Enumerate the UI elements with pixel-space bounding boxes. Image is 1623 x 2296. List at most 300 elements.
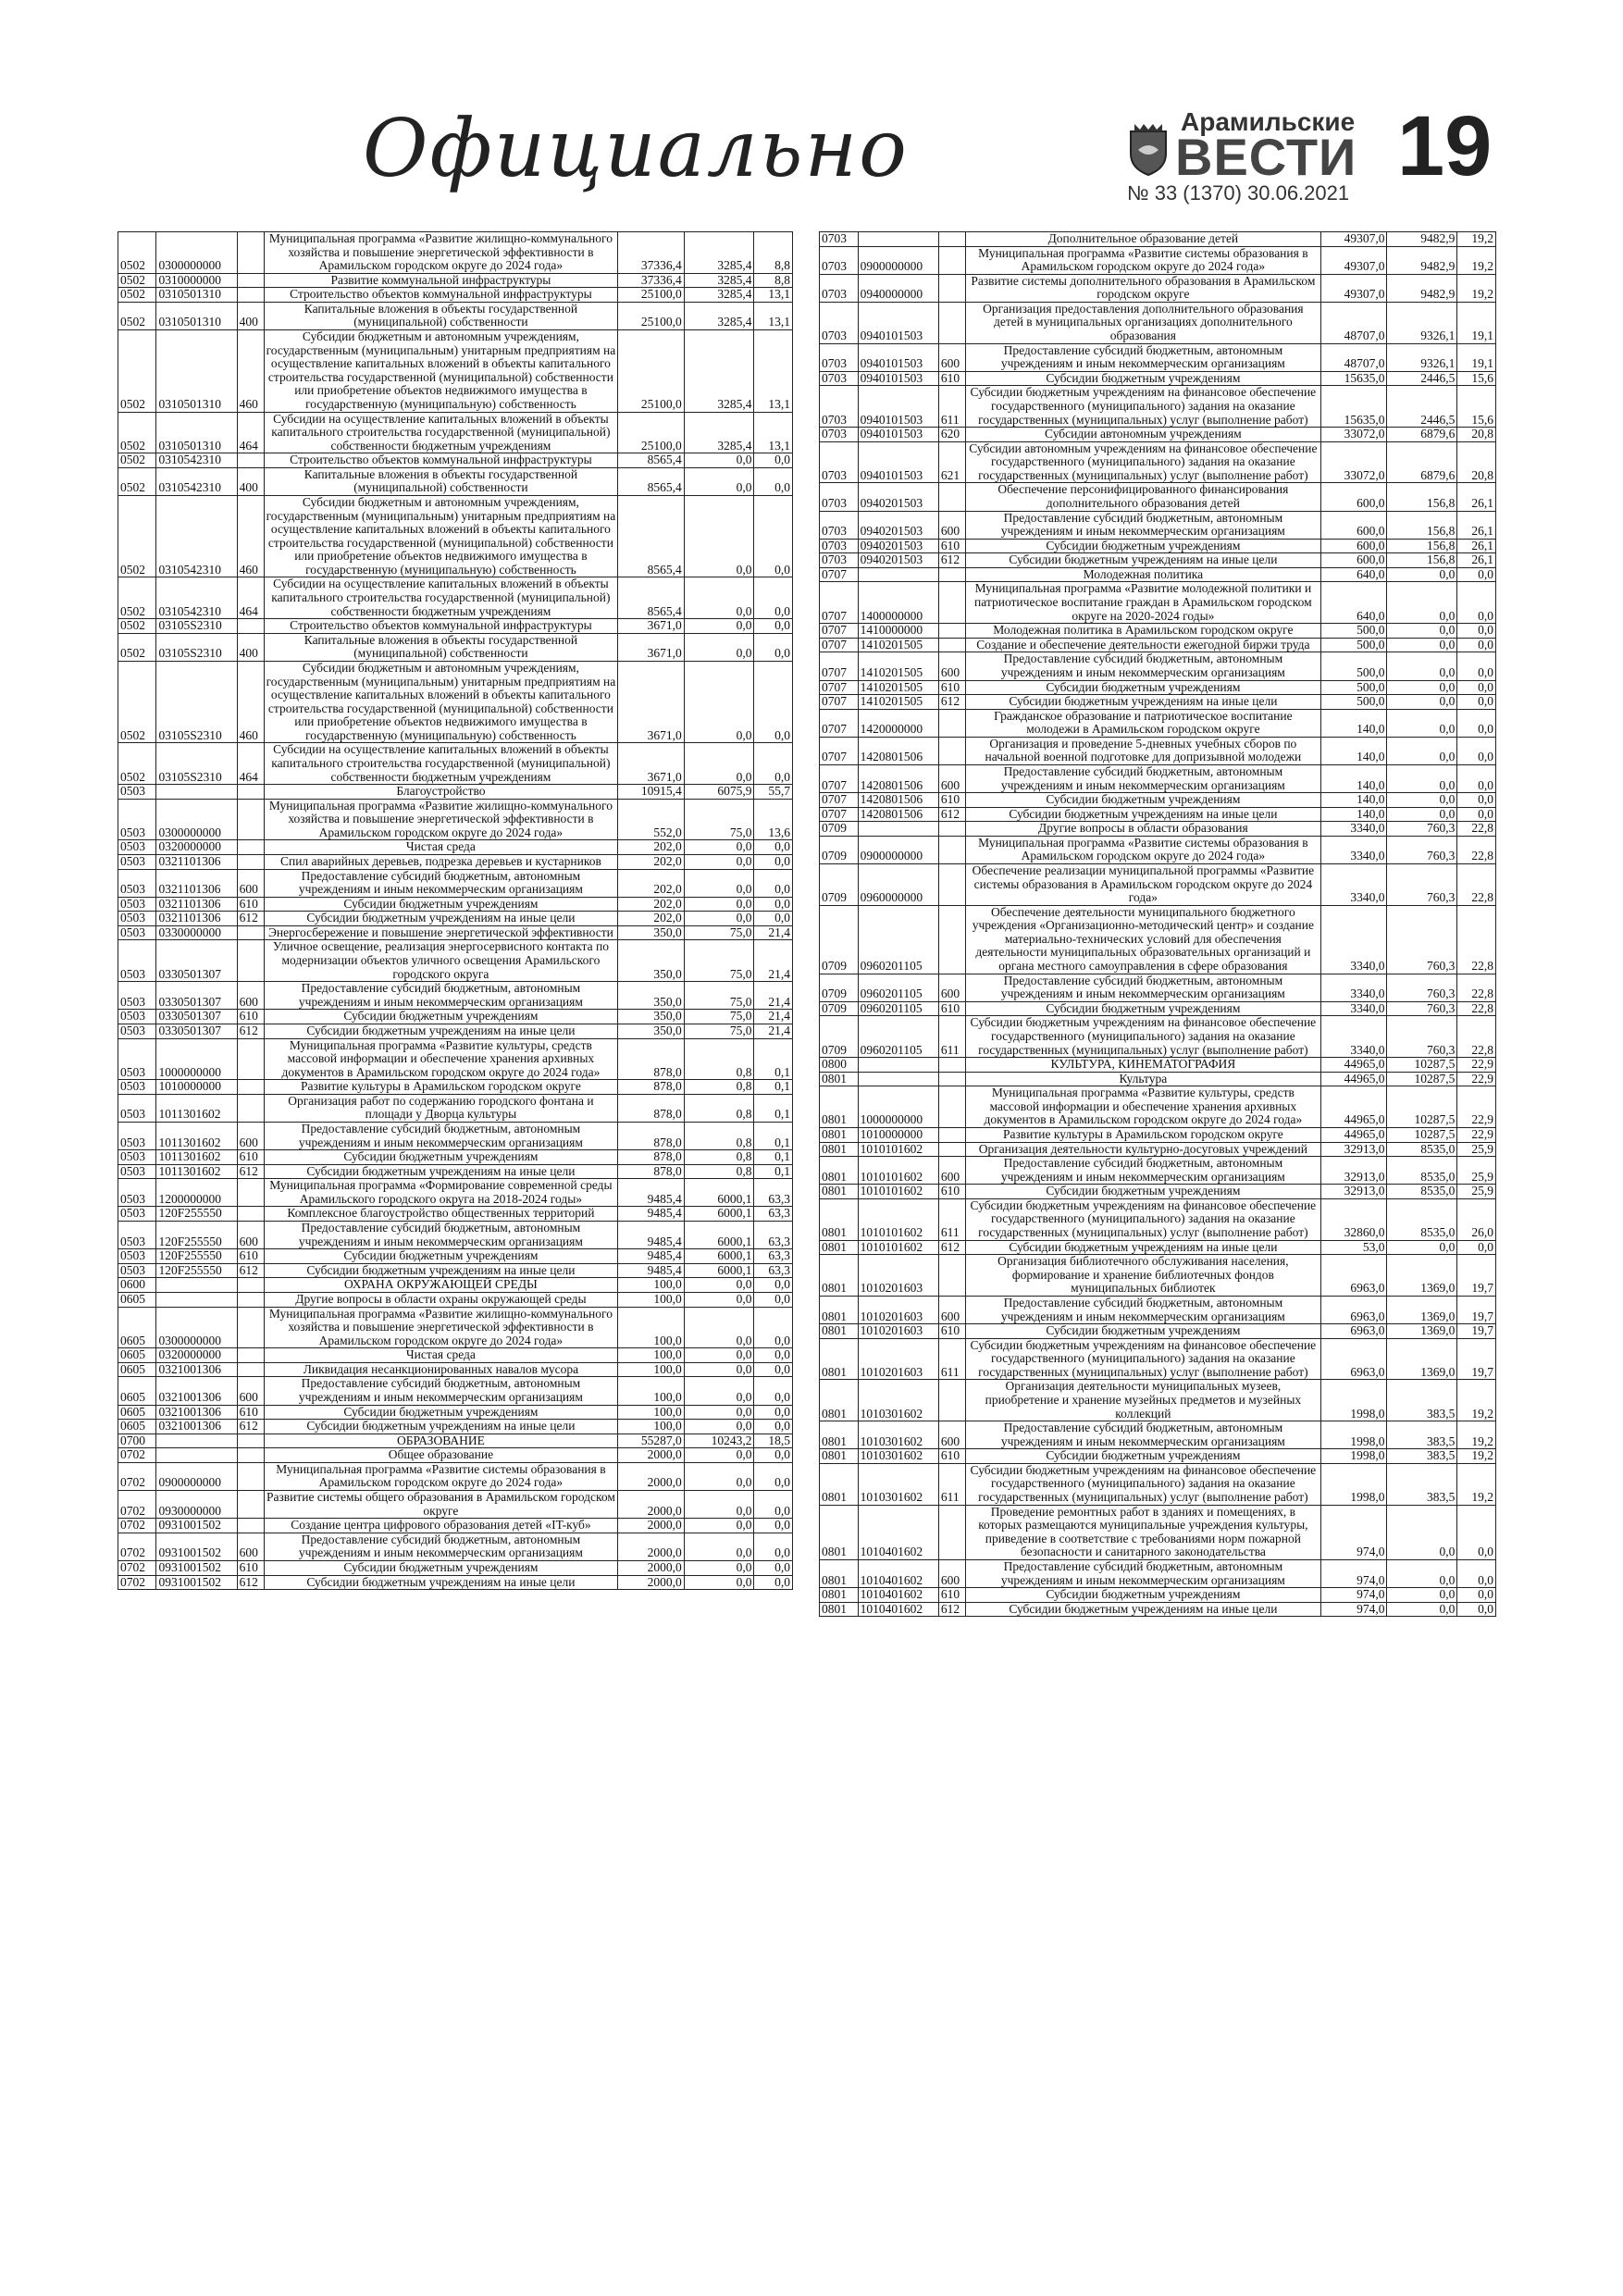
description-cell: Субсидии бюджетным учреждениям — [264, 897, 618, 912]
description-cell: ОХРАНА ОКРУЖАЮЩЕЙ СРЕДЫ — [264, 1278, 618, 1293]
percent-cell: 0,0 — [1457, 680, 1496, 695]
plan-amount-cell: 140,0 — [1320, 737, 1387, 764]
program-code-cell: 1200000000 — [156, 1179, 237, 1207]
description-cell: Субсидии бюджетным учреждениям на финансовое обеспечение государственного (муниципального) задания на оказание государственных (муниципальных) услуг (выполнение работ) — [966, 1016, 1321, 1058]
table-row — [820, 1142, 1496, 1157]
plan-amount-cell: 44965,0 — [1320, 1072, 1387, 1086]
description-cell: Субсидии бюджетным учреждениям — [966, 680, 1321, 695]
actual-amount-cell: 156,8 — [1387, 553, 1457, 568]
expense-type-cell — [237, 288, 264, 303]
plan-amount-cell: 3340,0 — [1320, 1001, 1387, 1016]
table-row — [118, 1533, 793, 1560]
expense-type-cell: 612 — [938, 807, 965, 822]
section-code-cell: 0707 — [820, 567, 859, 582]
section-code-cell: 0502 — [118, 661, 156, 742]
percent-cell: 63,3 — [754, 1222, 793, 1249]
section-code-cell: 0801 — [820, 1157, 859, 1185]
description-cell: Организация и проведение 5-дневных учебных сборов по начальной военной подготовке для допризывной молодежи — [966, 737, 1321, 764]
program-code-cell: 0310542310 — [156, 577, 237, 619]
plan-amount-cell: 32913,0 — [1320, 1157, 1387, 1185]
actual-amount-cell: 6000,1 — [684, 1179, 754, 1207]
actual-amount-cell: 10287,5 — [1387, 1128, 1457, 1143]
program-code-cell: 0900000000 — [156, 1462, 237, 1490]
program-code-cell: 1010101602 — [858, 1142, 938, 1157]
expense-type-cell — [938, 567, 965, 582]
percent-cell: 0,0 — [754, 743, 793, 785]
plan-amount-cell: 878,0 — [618, 1038, 685, 1080]
section-code-cell: 0801 — [820, 1463, 859, 1505]
plan-amount-cell: 9485,4 — [618, 1249, 685, 1264]
program-code-cell: 1420801506 — [858, 793, 938, 808]
description-cell: Субсидии бюджетным учреждениям — [264, 1405, 618, 1420]
description-cell: Создание центра цифрового образования детей «IT-куб» — [264, 1519, 618, 1533]
plan-amount-cell: 3671,0 — [618, 661, 685, 742]
section-code-cell: 0707 — [820, 709, 859, 737]
table-row — [820, 695, 1496, 710]
actual-amount-cell: 10287,5 — [1387, 1058, 1457, 1073]
table-row — [118, 1420, 793, 1434]
percent-cell: 0,0 — [754, 869, 793, 897]
description-cell: Субсидии бюджетным учреждениям на иные цели — [966, 1602, 1321, 1617]
plan-amount-cell: 3340,0 — [1320, 905, 1387, 974]
actual-amount-cell: 0,0 — [1387, 793, 1457, 808]
program-code-cell: 0321101306 — [156, 912, 237, 926]
expense-type-cell — [938, 582, 965, 624]
program-code-cell — [858, 567, 938, 582]
description-cell: Субсидии бюджетным учреждениям — [966, 1324, 1321, 1339]
table-row — [820, 274, 1496, 302]
actual-amount-cell: 0,0 — [684, 743, 754, 785]
section-code-cell: 0801 — [820, 1142, 859, 1157]
table-row — [820, 864, 1496, 906]
program-code-cell: 0321101306 — [156, 869, 237, 897]
section-code-cell: 0700 — [118, 1433, 156, 1448]
section-code-cell: 0703 — [820, 428, 859, 442]
table-row — [118, 1560, 793, 1575]
actual-amount-cell: 156,8 — [1387, 539, 1457, 553]
program-code-cell: 0330501307 — [156, 982, 237, 1010]
actual-amount-cell: 760,3 — [1387, 1001, 1457, 1016]
expense-type-cell — [237, 1448, 264, 1463]
expense-type-cell: 610 — [237, 1405, 264, 1420]
description-cell: Предоставление субсидий бюджетным, автономным учреждениям и иным некоммерческим организациям — [966, 511, 1321, 539]
percent-cell: 0,0 — [1457, 567, 1496, 582]
table-row — [118, 273, 793, 288]
program-code-cell: 1410000000 — [858, 624, 938, 639]
program-code-cell: 0310501310 — [156, 288, 237, 303]
plan-amount-cell: 25100,0 — [618, 302, 685, 329]
plan-amount-cell: 100,0 — [618, 1292, 685, 1307]
program-code-cell: 0931001502 — [156, 1533, 237, 1560]
table-row — [118, 925, 793, 940]
description-cell: КУЛЬТУРА, КИНЕМАТОГРАФИЯ — [966, 1058, 1321, 1073]
expense-type-cell — [237, 1491, 264, 1519]
table-row — [820, 371, 1496, 386]
percent-cell: 20,8 — [1457, 441, 1496, 483]
actual-amount-cell: 9482,9 — [1387, 246, 1457, 274]
program-code-cell: 1011301602 — [156, 1150, 237, 1165]
actual-amount-cell: 0,8 — [684, 1150, 754, 1165]
section-code-cell: 0605 — [118, 1362, 156, 1377]
expense-type-cell — [938, 1128, 965, 1143]
description-cell: Субсидии бюджетным учреждениям на финансовое обеспечение государственного (муниципального) задания на оказание государственных (муниципальных) услуг (выполнение работ) — [966, 1198, 1321, 1240]
actual-amount-cell: 3285,4 — [684, 288, 754, 303]
actual-amount-cell: 0,0 — [684, 840, 754, 855]
table-row — [118, 302, 793, 329]
table-row — [118, 1249, 793, 1264]
actual-amount-cell: 6000,1 — [684, 1222, 754, 1249]
actual-amount-cell: 3285,4 — [684, 273, 754, 288]
section-code-cell: 0502 — [118, 288, 156, 303]
actual-amount-cell: 9482,9 — [1387, 274, 1457, 302]
section-code-cell: 0502 — [118, 619, 156, 634]
expense-type-cell: 600 — [938, 1157, 965, 1185]
coat-of-arms-icon — [1127, 122, 1170, 176]
actual-amount-cell: 9482,9 — [1387, 232, 1457, 247]
expense-type-cell — [237, 940, 264, 982]
expense-type-cell — [938, 624, 965, 639]
plan-amount-cell: 1998,0 — [1320, 1449, 1387, 1464]
percent-cell: 0,0 — [754, 1348, 793, 1363]
expense-type-cell: 611 — [938, 1338, 965, 1380]
plan-amount-cell: 202,0 — [618, 912, 685, 926]
program-code-cell: 0900000000 — [858, 836, 938, 863]
percent-cell: 13,1 — [754, 330, 793, 412]
section-code-cell: 0502 — [118, 412, 156, 453]
table-row — [820, 232, 1496, 247]
plan-amount-cell: 140,0 — [1320, 793, 1387, 808]
section-code-cell: 0503 — [118, 1207, 156, 1222]
percent-cell: 0,1 — [754, 1123, 793, 1150]
description-cell: Субсидии бюджетным и автономным учреждениям, государственным (муниципальным) унитарным предприятиям на осуществление капитальных вложений в объекты капитального строительства государственной (муниципальной) собственности или приобретение объектов недвижимого имущества в государственную (муниципальную) собственность — [264, 495, 618, 577]
expense-type-cell — [237, 619, 264, 634]
program-code-cell: 120F255550 — [156, 1263, 237, 1278]
expense-type-cell: 610 — [237, 1010, 264, 1024]
plan-amount-cell: 44965,0 — [1320, 1086, 1387, 1128]
description-cell: Муниципальная программа «Формирование современной среды Арамильского городского округа на 2018-2024 годы» — [264, 1179, 618, 1207]
expense-type-cell — [237, 1433, 264, 1448]
description-cell: Муниципальная программа «Развитие жилищно-коммунального хозяйства и повышение энергетической эффективности в Арамильском городском округе до 2024 года» — [264, 232, 618, 274]
table-row — [820, 246, 1496, 274]
program-code-cell: 1010000000 — [858, 1128, 938, 1143]
program-code-cell: 120F255550 — [156, 1222, 237, 1249]
description-cell: Субсидии бюджетным учреждениям на иные цели — [264, 1420, 618, 1434]
description-cell: Субсидии бюджетным учреждениям на иные цели — [966, 1240, 1321, 1255]
table-row — [118, 1278, 793, 1293]
plan-amount-cell: 44965,0 — [1320, 1128, 1387, 1143]
percent-cell: 13,1 — [754, 302, 793, 329]
percent-cell: 0,0 — [1457, 652, 1496, 680]
description-cell: Гражданское образование и патриотическое воспитание молодежи в Арамильском городском округе — [966, 709, 1321, 737]
expense-type-cell: 612 — [938, 695, 965, 710]
description-cell: Предоставление субсидий бюджетным, автономным учреждениям и иным некоммерческим организациям — [264, 982, 618, 1010]
description-cell: Субсидии бюджетным учреждениям — [264, 1150, 618, 1165]
table-row — [118, 1292, 793, 1307]
section-code-cell: 0703 — [820, 274, 859, 302]
expense-type-cell: 612 — [237, 1263, 264, 1278]
plan-amount-cell: 202,0 — [618, 869, 685, 897]
program-code-cell: 0330501307 — [156, 1024, 237, 1038]
expense-type-cell — [938, 246, 965, 274]
program-code-cell: 0330501307 — [156, 940, 237, 982]
program-code-cell: 1420000000 — [858, 709, 938, 737]
expense-type-cell — [938, 836, 965, 863]
description-cell: Другие вопросы в области образования — [966, 822, 1321, 837]
section-code-cell: 0605 — [118, 1307, 156, 1348]
program-code-cell: 03105S2310 — [156, 661, 237, 742]
program-code-cell: 1010101602 — [858, 1157, 938, 1185]
table-row — [820, 553, 1496, 568]
program-code-cell: 0940101503 — [858, 428, 938, 442]
plan-amount-cell: 10915,4 — [618, 785, 685, 800]
table-row — [820, 428, 1496, 442]
plan-amount-cell: 500,0 — [1320, 695, 1387, 710]
table-row — [820, 483, 1496, 511]
actual-amount-cell: 2446,5 — [1387, 371, 1457, 386]
actual-amount-cell: 760,3 — [1387, 1016, 1457, 1058]
budget-table-left — [118, 231, 793, 1590]
expense-type-cell: 610 — [938, 1185, 965, 1199]
plan-amount-cell: 15635,0 — [1320, 371, 1387, 386]
program-code-cell: 120F255550 — [156, 1249, 237, 1264]
expense-type-cell: 600 — [237, 1533, 264, 1560]
program-code-cell: 1420801506 — [858, 807, 938, 822]
section-code-cell: 0707 — [820, 652, 859, 680]
percent-cell: 0,0 — [754, 1278, 793, 1293]
actual-amount-cell: 0,0 — [1387, 638, 1457, 652]
plan-amount-cell: 2000,0 — [618, 1575, 685, 1590]
description-cell: Строительство объектов коммунальной инфраструктуры — [264, 288, 618, 303]
description-cell: Организация деятельности муниципальных музеев, приобретение и хранение музейных предметов и музейных коллекций — [966, 1380, 1321, 1421]
table-row — [820, 1058, 1496, 1073]
program-code-cell — [858, 1072, 938, 1086]
description-cell: Предоставление субсидий бюджетным, автономным учреждениям и иным некоммерческим организациям — [966, 1421, 1321, 1449]
plan-amount-cell: 33072,0 — [1320, 428, 1387, 442]
section-code-cell: 0707 — [820, 638, 859, 652]
left-column — [118, 231, 793, 1590]
program-code-cell: 0330501307 — [156, 1010, 237, 1024]
percent-cell: 0,0 — [754, 1377, 793, 1405]
plan-amount-cell: 48707,0 — [1320, 343, 1387, 371]
issue-info: № 33 (1370) 30.06.2021 — [1127, 181, 1350, 205]
section-code-cell: 0702 — [118, 1575, 156, 1590]
table-row — [118, 1024, 793, 1038]
percent-cell: 55,7 — [754, 785, 793, 800]
percent-cell: 19,7 — [1457, 1296, 1496, 1323]
description-cell: Обеспечение реализации муниципальной программы «Развитие системы образования в Арамильском городском округе до 2024 года» — [966, 864, 1321, 906]
actual-amount-cell: 0,0 — [684, 855, 754, 870]
program-code-cell: 1010401602 — [858, 1588, 938, 1603]
program-code-cell: 1010000000 — [156, 1080, 237, 1095]
section-code-cell: 0600 — [118, 1278, 156, 1293]
plan-amount-cell: 100,0 — [618, 1362, 685, 1377]
actual-amount-cell: 10243,2 — [684, 1433, 754, 1448]
percent-cell: 0,1 — [754, 1150, 793, 1165]
plan-amount-cell: 3340,0 — [1320, 974, 1387, 1001]
plan-amount-cell: 878,0 — [618, 1123, 685, 1150]
section-code-cell: 0503 — [118, 1094, 156, 1122]
section-code-cell: 0502 — [118, 633, 156, 661]
section-code-cell: 0502 — [118, 743, 156, 785]
program-code-cell: 1010401602 — [858, 1505, 938, 1559]
percent-cell: 19,1 — [1457, 302, 1496, 343]
expense-type-cell: 610 — [938, 1001, 965, 1016]
plan-amount-cell: 140,0 — [1320, 807, 1387, 822]
percent-cell: 0,0 — [754, 1575, 793, 1590]
table-row — [118, 940, 793, 982]
description-cell: Благоустройство — [264, 785, 618, 800]
program-code-cell: 0940101503 — [858, 302, 938, 343]
expense-type-cell: 610 — [938, 1324, 965, 1339]
actual-amount-cell: 0,8 — [684, 1164, 754, 1179]
program-code-cell: 1010401602 — [858, 1559, 938, 1587]
table-row — [820, 1255, 1496, 1297]
program-code-cell: 0310542310 — [156, 453, 237, 468]
budget-table-right — [819, 231, 1496, 1617]
expense-type-cell: 600 — [938, 1421, 965, 1449]
actual-amount-cell: 9326,1 — [1387, 343, 1457, 371]
description-cell: Субсидии на осуществление капитальных вложений в объекты капитального строительства государственной (муниципальной) собственности бюджетным учреждениям — [264, 577, 618, 619]
program-code-cell: 0321101306 — [156, 897, 237, 912]
section-code-cell: 0703 — [820, 343, 859, 371]
percent-cell: 22,8 — [1457, 822, 1496, 837]
program-code-cell: 0940101503 — [858, 343, 938, 371]
table-row — [820, 652, 1496, 680]
plan-amount-cell: 500,0 — [1320, 680, 1387, 695]
section-code-cell: 0709 — [820, 1016, 859, 1058]
plan-amount-cell: 600,0 — [1320, 483, 1387, 511]
percent-cell: 0,0 — [1457, 1240, 1496, 1255]
actual-amount-cell: 0,0 — [1387, 567, 1457, 582]
section-code-cell: 0707 — [820, 737, 859, 764]
table-row — [820, 1338, 1496, 1380]
actual-amount-cell: 0,0 — [684, 495, 754, 577]
expense-type-cell: 610 — [938, 680, 965, 695]
actual-amount-cell: 0,0 — [684, 1348, 754, 1363]
section-code-cell: 0503 — [118, 1038, 156, 1080]
expense-type-cell: 600 — [237, 982, 264, 1010]
plan-amount-cell: 974,0 — [1320, 1559, 1387, 1587]
percent-cell: 0,0 — [754, 661, 793, 742]
description-cell: Предоставление субсидий бюджетным, автономным учреждениям и иным некоммерческим организациям — [966, 343, 1321, 371]
program-code-cell: 1010201603 — [858, 1324, 938, 1339]
actual-amount-cell: 3285,4 — [684, 232, 754, 274]
plan-amount-cell: 100,0 — [618, 1377, 685, 1405]
actual-amount-cell: 0,0 — [684, 577, 754, 619]
expense-type-cell: 600 — [938, 343, 965, 371]
table-row — [118, 1123, 793, 1150]
program-code-cell — [156, 1292, 237, 1307]
actual-amount-cell: 3285,4 — [684, 412, 754, 453]
percent-cell: 0,0 — [1457, 764, 1496, 792]
actual-amount-cell: 0,0 — [684, 1405, 754, 1420]
plan-amount-cell: 600,0 — [1320, 553, 1387, 568]
actual-amount-cell: 1369,0 — [1387, 1338, 1457, 1380]
actual-amount-cell: 1369,0 — [1387, 1296, 1457, 1323]
description-cell: Энергосбережение и повышение энергетической эффективности — [264, 925, 618, 940]
section-code-cell: 0503 — [118, 799, 156, 840]
program-code-cell — [156, 1448, 237, 1463]
percent-cell: 0,0 — [1457, 737, 1496, 764]
description-cell: Строительство объектов коммунальной инфраструктуры — [264, 619, 618, 634]
program-code-cell: 0310000000 — [156, 273, 237, 288]
expense-type-cell: 610 — [938, 371, 965, 386]
section-code-cell: 0801 — [820, 1380, 859, 1421]
expense-type-cell: 600 — [938, 764, 965, 792]
actual-amount-cell: 0,0 — [684, 453, 754, 468]
plan-amount-cell: 974,0 — [1320, 1505, 1387, 1559]
expense-type-cell: 610 — [237, 1560, 264, 1575]
program-code-cell: 0321001306 — [156, 1405, 237, 1420]
plan-amount-cell: 1998,0 — [1320, 1421, 1387, 1449]
plan-amount-cell: 25100,0 — [618, 412, 685, 453]
table-row — [820, 1198, 1496, 1240]
percent-cell: 19,2 — [1457, 274, 1496, 302]
section-code-cell: 0503 — [118, 840, 156, 855]
section-code-cell: 0801 — [820, 1602, 859, 1617]
table-row — [118, 1222, 793, 1249]
section-code-cell: 0801 — [820, 1588, 859, 1603]
program-code-cell: 0310501310 — [156, 330, 237, 412]
page-number: 19 — [1397, 99, 1493, 193]
section-code-cell: 0707 — [820, 624, 859, 639]
table-row — [820, 680, 1496, 695]
plan-amount-cell: 33072,0 — [1320, 441, 1387, 483]
actual-amount-cell: 0,0 — [684, 1519, 754, 1533]
description-cell: Капитальные вложения в объекты государственной (муниципальной) собственности — [264, 302, 618, 329]
expense-type-cell: 600 — [938, 1559, 965, 1587]
description-cell: Субсидии бюджетным учреждениям на иные цели — [264, 1575, 618, 1590]
percent-cell: 22,9 — [1457, 1058, 1496, 1073]
description-cell: Субсидии автономным учреждениям на финансовое обеспечение государственного (муниципального) задания на оказание государственных (муниципальных) услуг (выполнение работ) — [966, 441, 1321, 483]
description-cell: Субсидии бюджетным учреждениям на финансовое обеспечение государственного (муниципального) задания на оказание государственных (муниципальных) услуг (выполнение работ) — [966, 1338, 1321, 1380]
percent-cell: 22,9 — [1457, 1128, 1496, 1143]
expense-type-cell: 612 — [237, 1575, 264, 1590]
expense-type-cell: 600 — [237, 1222, 264, 1249]
actual-amount-cell: 0,0 — [684, 1278, 754, 1293]
description-cell: Субсидии бюджетным учреждениям на финансовое обеспечение государственного (муниципального) задания на оказание государственных (муниципальных) услуг (выполнение работ) — [966, 386, 1321, 428]
plan-amount-cell: 100,0 — [618, 1420, 685, 1434]
plan-amount-cell: 350,0 — [618, 940, 685, 982]
program-code-cell: 1010201603 — [858, 1296, 938, 1323]
plan-amount-cell: 55287,0 — [618, 1433, 685, 1448]
description-cell: Молодежная политика в Арамильском городском округе — [966, 624, 1321, 639]
table-row — [820, 737, 1496, 764]
description-cell: Муниципальная программа «Развитие жилищно-коммунального хозяйства и повышение энергетической эффективности в Арамильском городском округе до 2024 года» — [264, 799, 618, 840]
expense-type-cell: 610 — [938, 1588, 965, 1603]
section-code-cell: 0707 — [820, 807, 859, 822]
program-code-cell: 0960201105 — [858, 974, 938, 1001]
description-cell: Предоставление субсидий бюджетным, автономным учреждениям и иным некоммерческим организациям — [966, 1559, 1321, 1587]
description-cell: Муниципальная программа «Развитие молодежной политики и патриотическое воспитание граждан в Арамильском городском округе на 2020-2024 годы» — [966, 582, 1321, 624]
expense-type-cell — [237, 785, 264, 800]
section-code-cell: 0801 — [820, 1072, 859, 1086]
program-code-cell: 0300000000 — [156, 232, 237, 274]
program-code-cell — [156, 1278, 237, 1293]
table-row — [118, 1575, 793, 1590]
table-row — [118, 785, 793, 800]
section-code-cell: 0801 — [820, 1198, 859, 1240]
program-code-cell: 0940201503 — [858, 483, 938, 511]
percent-cell: 22,8 — [1457, 1016, 1496, 1058]
expense-type-cell: 600 — [938, 1296, 965, 1323]
percent-cell: 15,6 — [1457, 371, 1496, 386]
percent-cell: 19,2 — [1457, 1463, 1496, 1505]
section-code-cell: 0605 — [118, 1405, 156, 1420]
description-cell: Общее образование — [264, 1448, 618, 1463]
description-cell: Субсидии бюджетным учреждениям на иные цели — [264, 1024, 618, 1038]
section-code-cell: 0502 — [118, 232, 156, 274]
